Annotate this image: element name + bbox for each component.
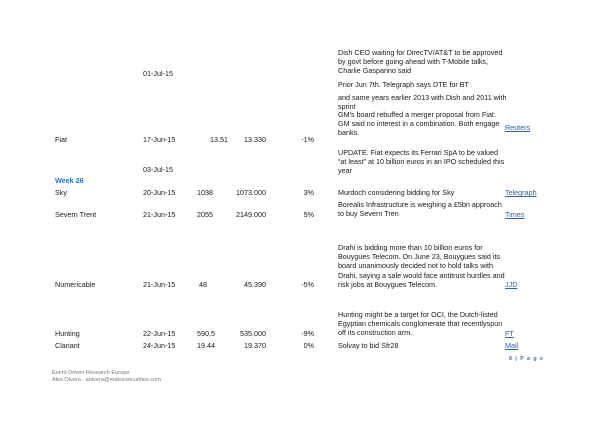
footer-contact [52,377,161,384]
clariant-date: 24-Jun-15 [143,341,176,350]
numericable-name: Numericable [55,280,96,289]
fiat-offer: 13.330 [244,135,266,144]
dish-date: 01-Jul-15 [143,69,173,78]
clariant-name: Clariant [55,341,80,350]
severn-pct: 5% [303,210,314,219]
footer-title: Event-Driven Research Europe [52,370,130,376]
sky-note: Murdoch considering bidding for Sky [338,188,455,197]
dish-note-1: Dish CEO waiting for DirecTV/AT&T to be approved by govt before going ahead with T-Mobile talks, Charlie Gasparino said [338,48,503,76]
severn-price: 2055 [197,210,213,219]
page-number: 8 | P a g e [509,356,544,362]
severn-name: Severn Trent [55,210,97,219]
severn-source-link[interactable]: Times [505,210,525,219]
sky-price: 1038 [197,188,213,197]
sky-source-link[interactable]: Telegraph [505,188,537,197]
fiat-pct: -1% [301,135,314,144]
sky-name: Sky [55,188,67,197]
numericable-price: 48 [199,280,207,289]
footer-email[interactable]: aolvera@makorsecurities.com [85,377,161,383]
sky-pct: 3% [303,188,314,197]
numericable-source-link[interactable]: JJD [505,280,518,289]
sky-date: 20-Jun-15 [143,188,176,197]
hunting-pct: -9% [301,329,314,338]
fiat-price: 13.51 [210,135,228,144]
fiat-note: GM's board rebuffed a merger proposal from Fiat. GM said no interest in a combination. Both engage banks. [338,110,500,138]
fiat-name: Fiat [55,135,67,144]
hunting-date: 22-Jun-15 [143,329,176,338]
clariant-offer: 19.370 [244,341,266,350]
numericable-note: Drahi is bidding more than 10 billion euros for Bouygues Telecom. On June 23, Bouygues said its board unanimously decided not to hold talks with Drahi, saying a sale would face antitrust hurdles and risk jobs at Bouygues Telecom. [338,243,505,289]
numericable-offer: 45.390 [244,280,266,289]
fiat-source-link[interactable]: Reuters [505,123,531,132]
hunting-note: Hunting might be a target for OCI, the Dutch-listed Egyptian chemicals conglomerate that recentlyspun off its construction arm. [338,310,503,338]
clariant-source-link[interactable]: Mail [505,341,519,350]
severn-date: 21-Jun-15 [143,210,176,219]
fiat-update-note: UPDATE. Fiat expects its Ferrari SpA to be valued “at least” at 10 billion euros in an IPO scheduled this year [338,148,505,176]
fiat-update-date: 03-Jul-15 [143,165,173,174]
hunting-offer: 535.000 [240,329,266,338]
clariant-note: Solvay to bid Sfr28 [338,341,399,350]
dish-note-3: and same years earlier 2013 with Dish and 2011 with sprint [338,93,507,112]
week-label: Week 26 [55,176,84,185]
sky-offer: 1073.000 [236,188,266,197]
hunting-price: 590.5 [197,329,215,338]
severn-offer: 2149.000 [236,210,266,219]
hunting-name: Hunting [55,329,80,338]
clariant-price: 19.44 [197,341,215,350]
clariant-pct: 0% [303,341,314,350]
dish-note-2: Prior Jun 7th. Telegraph says DTE for BT [338,80,469,89]
severn-note: Borealis Infrastructure is weighing a £5bn approach to buy Severn Tren [338,200,502,219]
numericable-pct: -5% [301,280,314,289]
fiat-date: 17-Jun-15 [143,135,176,144]
footer-author: Alex Olvera [52,377,81,383]
hunting-source-link[interactable]: FT [505,329,514,338]
numericable-date: 21-Jun-15 [143,280,176,289]
